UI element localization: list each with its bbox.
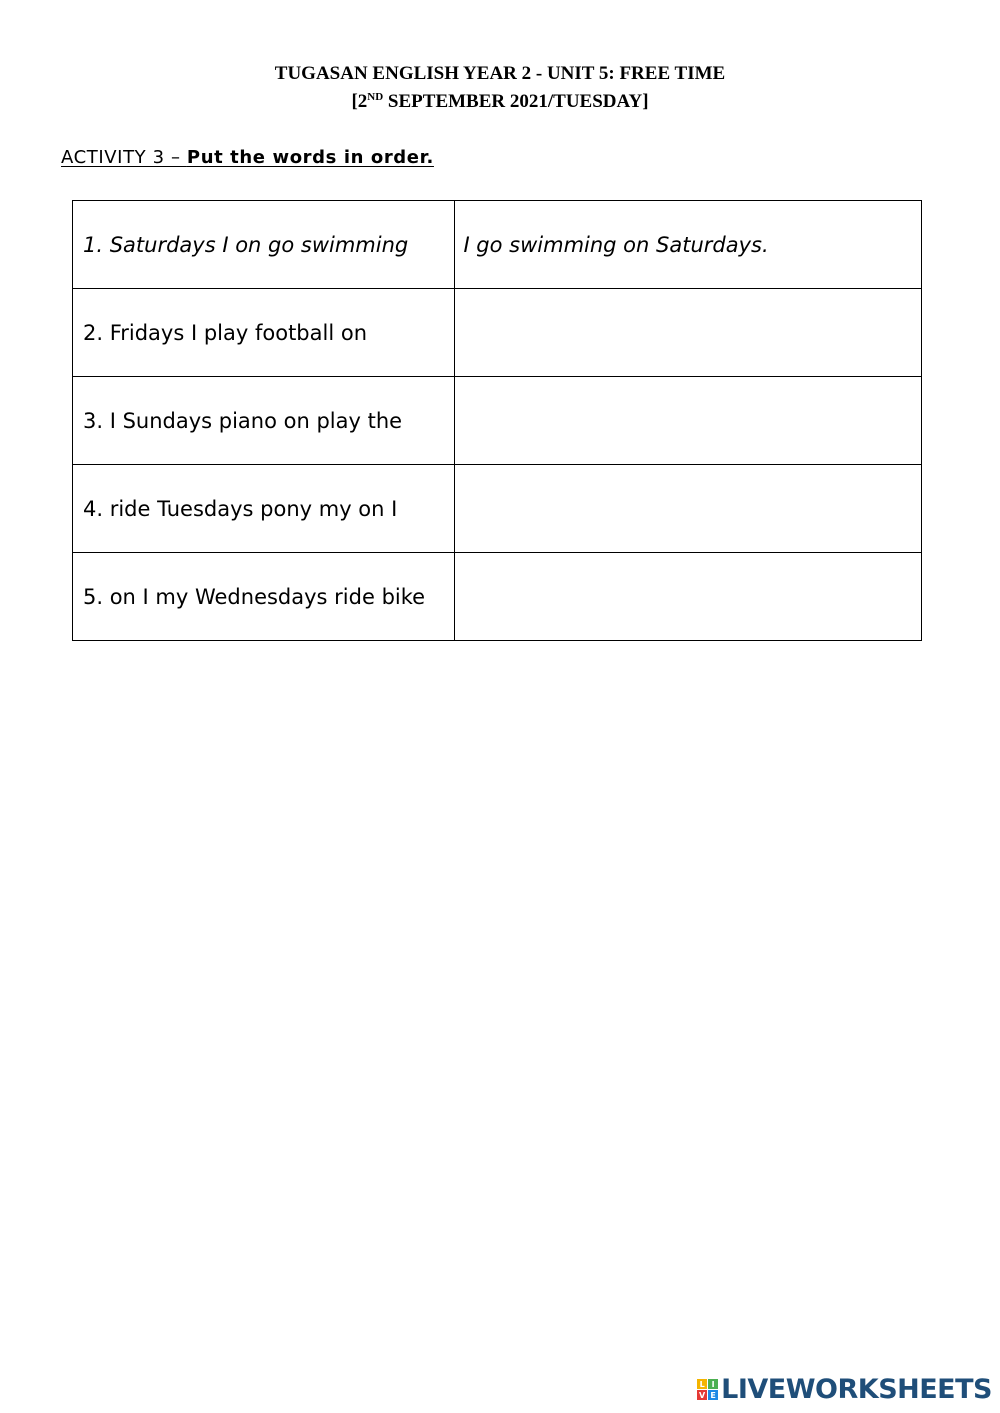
table-row: [73, 553, 922, 641]
scrambled-words-cell: 4. ride Tuesdays pony my on I: [73, 465, 455, 553]
answer-cell: [455, 553, 922, 641]
table-row: [73, 289, 922, 377]
answer-input-5[interactable]: [463, 585, 921, 609]
scrambled-words-cell: 5. on I my Wednesdays ride bike: [73, 553, 455, 641]
activity-heading: [61, 147, 434, 168]
answer-input-3[interactable]: [463, 409, 921, 433]
activity-instruction: Put the words in order.: [186, 147, 434, 168]
logo-mark-letter: I: [708, 1379, 718, 1389]
answer-input-4[interactable]: [463, 497, 921, 521]
logo-mark-letter: L: [697, 1379, 707, 1389]
table-row: [73, 201, 922, 289]
table-row: [73, 377, 922, 465]
answer-input-2[interactable]: [463, 321, 921, 345]
header-title: TUGASAN ENGLISH YEAR 2 - UNIT 5: FREE TIME: [274, 63, 726, 84]
liveworksheets-logo-icon: [697, 1379, 718, 1400]
liveworksheets-logo: [697, 1374, 992, 1405]
word-order-table: [72, 200, 922, 641]
example-answer-cell: I go swimming on Saturdays.: [455, 201, 922, 289]
header-date-rest: SEPTEMBER 2021/TUESDAY]: [383, 91, 649, 112]
table-row: [73, 465, 922, 553]
logo-text: LIVEWORKSHEETS: [721, 1374, 992, 1405]
logo-mark-letter: E: [708, 1390, 718, 1400]
answer-cell: [455, 465, 922, 553]
header-date-open: [2: [351, 91, 368, 112]
scrambled-words-cell: 3. I Sundays piano on play the: [73, 377, 455, 465]
scrambled-words-cell: 1. Saturdays I on go swimming: [73, 201, 455, 289]
worksheet-header: [0, 60, 1000, 116]
header-date-ordinal: ND: [367, 91, 384, 103]
answer-cell: [455, 289, 922, 377]
activity-title: ACTIVITY 3 –: [61, 147, 187, 168]
header-date: [0, 88, 1000, 116]
scrambled-words-cell: 2. Fridays I play football on: [73, 289, 455, 377]
answer-cell: [455, 377, 922, 465]
logo-mark-letter: V: [699, 1390, 706, 1400]
